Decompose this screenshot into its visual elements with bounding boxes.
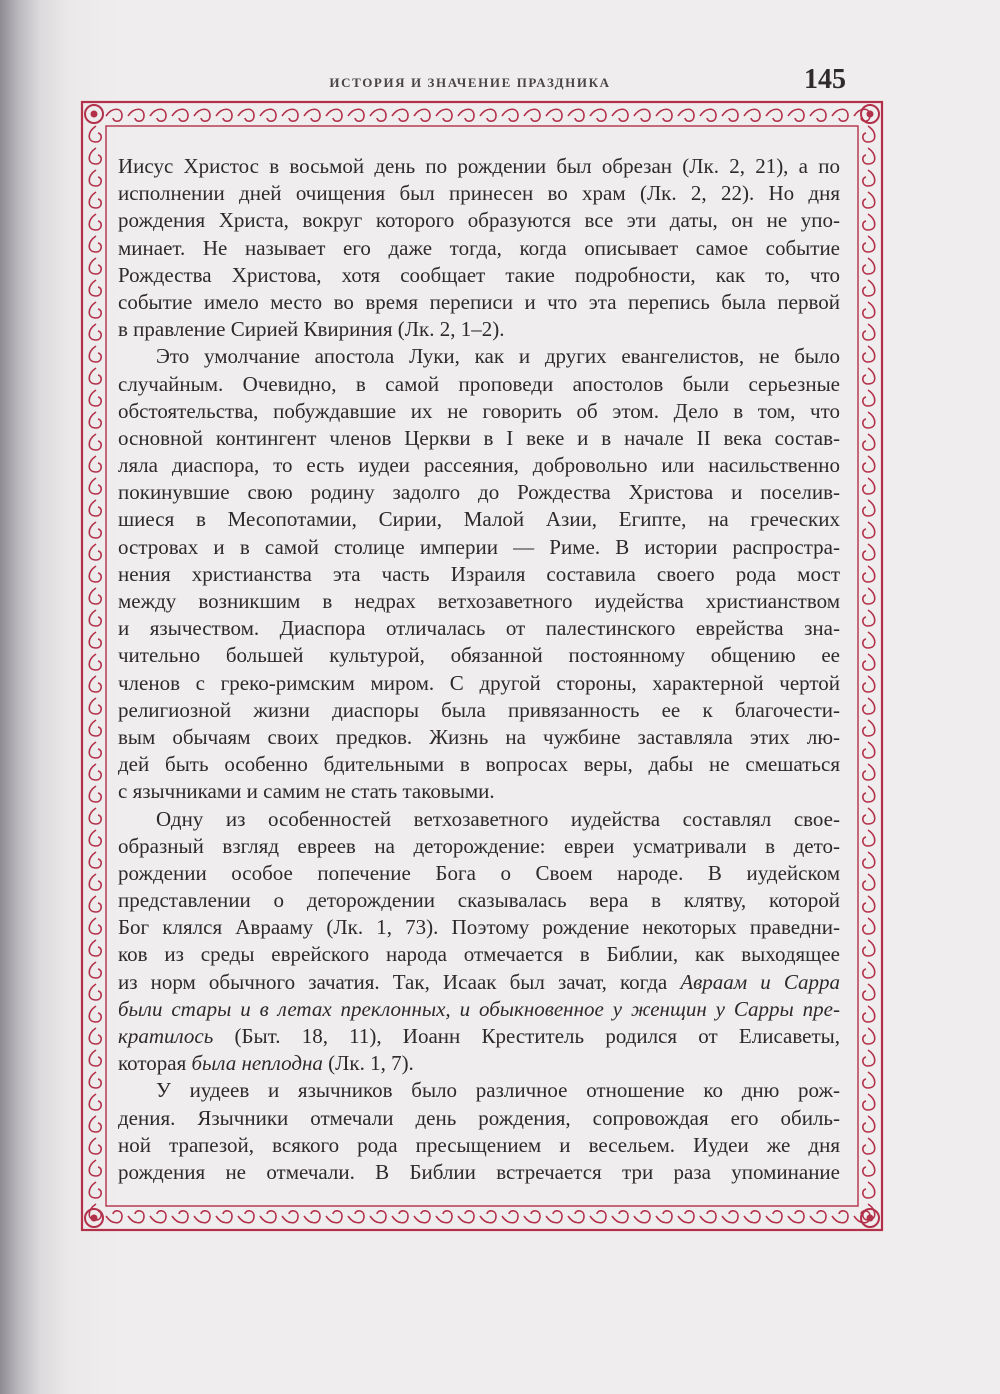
italic-quote: были стары и в летах преклонных, и обыкновенное у женщин у Сарры пре- (118, 996, 840, 1021)
text-segment: рождения Христа, вокруг которого образуются все эти даты, он не упо- (118, 208, 840, 233)
text-segment: нения христианства эта часть Израиля составила своего рода мост (118, 561, 840, 586)
body-text (118, 153, 840, 1186)
text-segment: Рождества Христова, хотя сообщает такие подробности, как то, что (118, 262, 840, 287)
text-line (118, 1050, 840, 1077)
text-line (118, 262, 840, 289)
text-segment: между возникшим в недрах ветхозаветного иудейства христианством (118, 589, 840, 613)
text-segment: Иисус Христос в восьмой день по рождении был обрезан (Лк. 2, 21), а по (118, 154, 840, 178)
text-line (118, 642, 840, 669)
text-segment: островах и в самой столице империи — Риме. В истории распростра- (118, 534, 840, 559)
text-segment: покинувшие свою родину задолго до Рождества Христова и поселив- (118, 480, 840, 505)
text-line (118, 670, 840, 697)
text-segment: в правление Сирией Квириния (Лк. 2, 1–2). (118, 317, 505, 342)
text-line (118, 506, 840, 533)
text-line (118, 1023, 840, 1050)
text-line (118, 1105, 840, 1132)
text-line (118, 887, 840, 914)
frame-corner-dot (91, 111, 98, 118)
text-line (118, 561, 840, 588)
text-line (118, 289, 840, 316)
text-segment: которая (118, 1051, 192, 1076)
text-segment: ляла диаспора, то есть иудеи рассеяния, добровольно или насильственно (118, 453, 840, 478)
text-segment: обстоятельства, побуждавшие их не говорить об этом. Дело в том, что (118, 398, 840, 423)
frame-scroll-band (106, 109, 870, 121)
text-segment: Бог клялся Аврааму (Лк. 1, 73). Поэтому рождение некоторых праведни- (118, 915, 840, 940)
text-line (118, 398, 840, 425)
text-segment: образный взгляд евреев на деторождение: евреи усматривали в дето- (118, 833, 840, 858)
text-segment: (Быт. 18, 11), Иоанн Креститель родился от Елисаветы, (213, 1024, 840, 1048)
text-line (118, 941, 840, 968)
text-line (118, 534, 840, 561)
text-segment: представлении о деторождении сказывалась вера в клятву, которой (118, 888, 840, 913)
text-line (118, 588, 840, 615)
text-segment: с язычниками и самим не стать таковыми. (118, 779, 495, 804)
frame-corner-dot (867, 1215, 874, 1222)
text-line (118, 751, 840, 778)
text-segment: У иудеев и язычников было различное отношение ко дню рож- (156, 1078, 840, 1103)
text-line (118, 1077, 840, 1104)
text-segment: случайным. Очевидно, в самой проповеди апостолов были серьезные (118, 371, 840, 396)
text-line (118, 343, 840, 370)
text-line (118, 1159, 840, 1186)
frame-scroll-band (106, 1211, 870, 1223)
text-segment: вым обычаям своих предков. Жизнь на чужбине заставляла этих лю- (118, 724, 840, 749)
text-segment: ной трапезой, всякого рода пресыщением и весельем. Иудеи же дня (118, 1132, 840, 1157)
text-segment: минает. Не называет его даже тогда, когда описывает самое событие (118, 235, 840, 260)
text-line (118, 860, 840, 887)
text-segment: событие имело место во время переписи и что эта перепись была первой (118, 289, 840, 314)
text-line (118, 1132, 840, 1159)
text-segment: Одну из особенностей ветхозаветного иудейства составлял свое- (156, 806, 840, 831)
text-segment: (Лк. 1, 7). (322, 1051, 414, 1076)
italic-quote: Авраам и Сарра (680, 969, 840, 994)
text-line (118, 371, 840, 398)
text-segment: основной контингент членов Церкви в I веке и в начале II века состав- (118, 425, 840, 450)
text-line (118, 724, 840, 751)
text-line (118, 697, 840, 724)
frame-scroll-band (863, 126, 875, 1220)
text-line (118, 996, 840, 1023)
text-segment: религиозной жизни диаспоры была привязанность ее к благочести- (118, 697, 840, 722)
text-segment: рождения не отмечали. В Библии встречается три раза упоминание (118, 1159, 840, 1184)
text-line (118, 153, 840, 180)
italic-quote: кратилось (118, 1024, 214, 1048)
text-line (118, 479, 840, 506)
text-line (118, 452, 840, 479)
running-title: ИСТОРИЯ И ЗНАЧЕНИЕ ПРАЗДНИКА (329, 75, 611, 90)
page-number: 145 (804, 64, 846, 95)
italic-quote: была неплодна (191, 1051, 323, 1076)
frame-corner-dot (867, 111, 874, 118)
frame-scroll-band (89, 126, 101, 1220)
text-segment: членов с греко-римским миром. С другой стороны, характерной чертой (118, 670, 840, 695)
text-line (118, 180, 840, 207)
text-segment: и язычеством. Диаспора отличалась от палестинского еврейства зна- (118, 616, 840, 641)
text-segment: рождении особое попечение Бога о Своем народе. В иудейском (118, 860, 840, 885)
frame-corner-dot (91, 1215, 98, 1222)
text-segment: чительно большей культурой, обязанной постоянному общению ее (118, 643, 840, 668)
text-line (118, 207, 840, 234)
text-line (118, 833, 840, 860)
text-line (118, 235, 840, 262)
text-segment: ков из среды еврейского народа отмечается в Библии, как выходящее (118, 942, 840, 967)
text-segment: исполнении дней очищения был принесен во храм (Лк. 2, 22). Но дня (118, 181, 840, 206)
text-line (118, 615, 840, 642)
text-line (118, 316, 840, 343)
text-line (118, 969, 840, 996)
text-segment: дения. Язычники отмечали день рождения, сопровождая его обиль- (118, 1105, 840, 1130)
text-line (118, 806, 840, 833)
text-segment: Это умолчание апостола Луки, как и других евангелистов, не было (156, 344, 840, 369)
text-line (118, 914, 840, 941)
text-segment: из норм обычного зачатия. Так, Исаак был зачат, когда (118, 969, 681, 994)
text-segment: шиеся в Месопотамии, Сирии, Малой Азии, Египте, на греческих (118, 507, 840, 532)
text-segment: дей быть особенно бдительными в вопросах веры, дабы не смешаться (118, 752, 840, 777)
text-line (118, 425, 840, 452)
text-line (118, 778, 840, 805)
